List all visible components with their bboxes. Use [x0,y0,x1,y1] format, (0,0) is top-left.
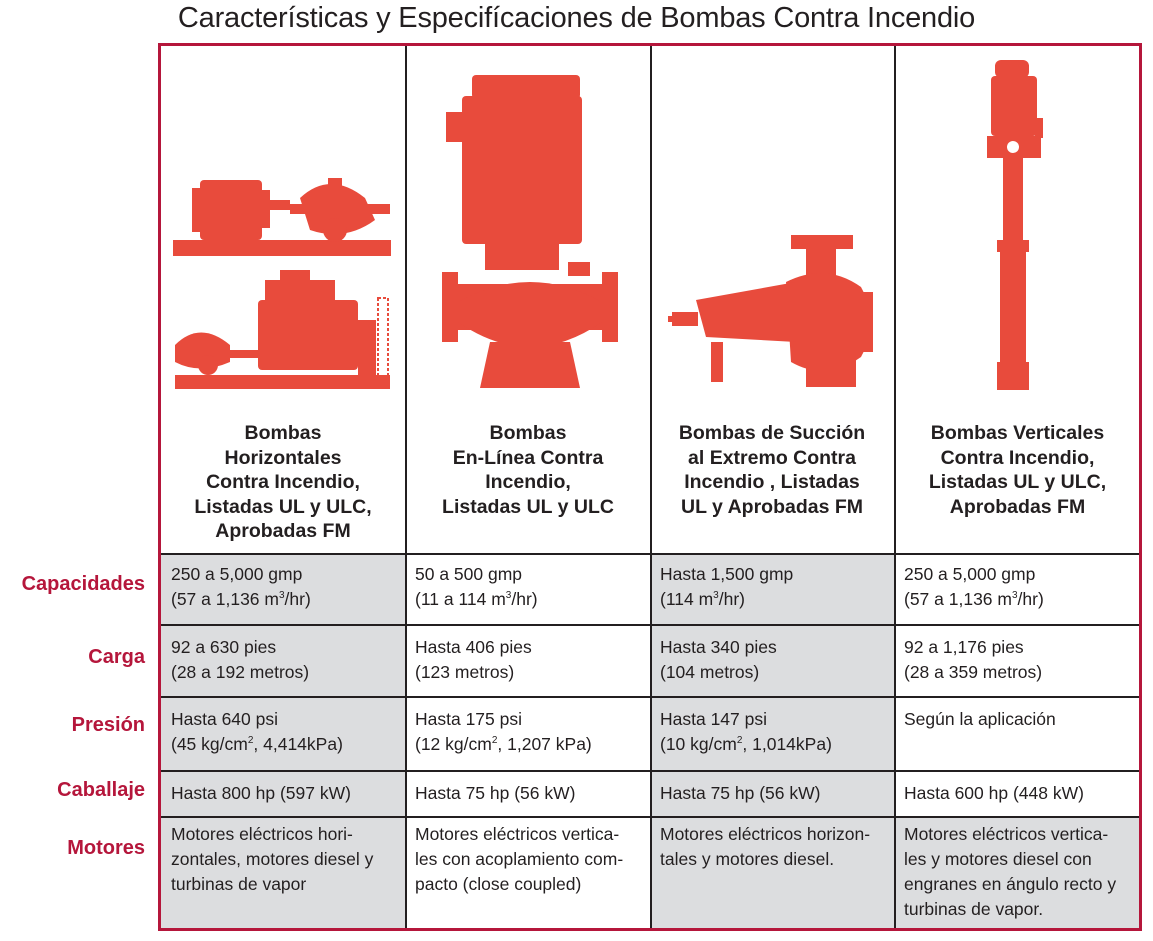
table-cell: Hasta 600 hp (448 kW) [904,783,1084,803]
column-heading-end-suction: Bombas de Succión al Extremo Contra Incendio , Listadas UL y Aprobadas FM [678,422,866,518]
table-cell: 92 a 630 pies (28 a 192 metros) [171,637,310,682]
page-title: Características y Especifícaciones de Bombas Contra Incendio [177,2,976,34]
row-label-caballaje: Caballaje [57,779,145,801]
in-line-pump-icon [440,72,620,392]
table-cell: Motores eléctricos vertica- les con acoplamiento com- pacto (close coupled) [415,824,624,894]
table-cell: Hasta 75 hp (56 kW) [660,783,821,803]
table-cell: Motores eléctricos hori- zontales, motores diesel y turbinas de vapor [171,824,374,894]
horizontal-split-case-pumps-icon [170,170,394,395]
table-cell: Hasta 800 hp (597 kW) [171,783,351,803]
table-cell: 250 a 5,000 gmp (57 a 1,136 $m^3/hr$) [904,564,1044,609]
table-cell: 250 a 5,000 gmp (57 a 1,136 $m^3/hr$) [171,564,311,609]
row-label-carga: Carga [88,646,145,668]
vertical-turbine-pump-icon [983,58,1045,392]
table-cell: Motores eléctricos vertica- les y motores diesel con engranes en ángulo recto y turbinas de vapor. [904,824,1117,919]
table-cell: Hasta 147 psi (10 $kg/cm^2$, 1,014kPa) [660,709,832,754]
row-label-capacidades: Capacidades [21,573,145,595]
table-cell: Hasta 75 hp (56 kW) [415,783,576,803]
row-label-motores: Motores [67,837,145,859]
table-cell: Hasta 1,500 gmp (114 $m^3/hr$) [660,564,794,609]
column-heading-horizontal: Bombas Horizontales Contra Incendio, Listadas UL y ULC, Aprobadas FM [194,422,372,542]
table-cell: Hasta 406 pies (123 metros) [415,637,532,682]
table-cell: Motores eléctricos horizon- tales y motores diesel. [660,824,871,869]
table-cell: 92 a 1,176 pies (28 a 359 metros) [904,637,1043,682]
table-cell: 50 a 500 gmp (11 a 114 $m^3/hr$) [415,564,538,609]
column-heading-vertical: Bombas Verticales Contra Incendio, Listadas UL y ULC, Aprobadas FM [928,422,1107,518]
table-cell: Hasta 175 psi (12 $kg/cm^2$, 1,207 kPa) [415,709,592,754]
column-heading-in-line: Bombas En-Línea Contra Incendio, Listadas UL y ULC [442,422,614,518]
table-cell: Hasta 340 pies (104 metros) [660,637,777,682]
table-cell: Hasta 640 psi (45 $kg/cm^2$, 4,414kPa) [171,709,343,754]
row-label-presion: Presión [71,714,145,736]
end-suction-pump-icon [666,232,880,390]
table-cell: Según la aplicación [904,709,1056,729]
